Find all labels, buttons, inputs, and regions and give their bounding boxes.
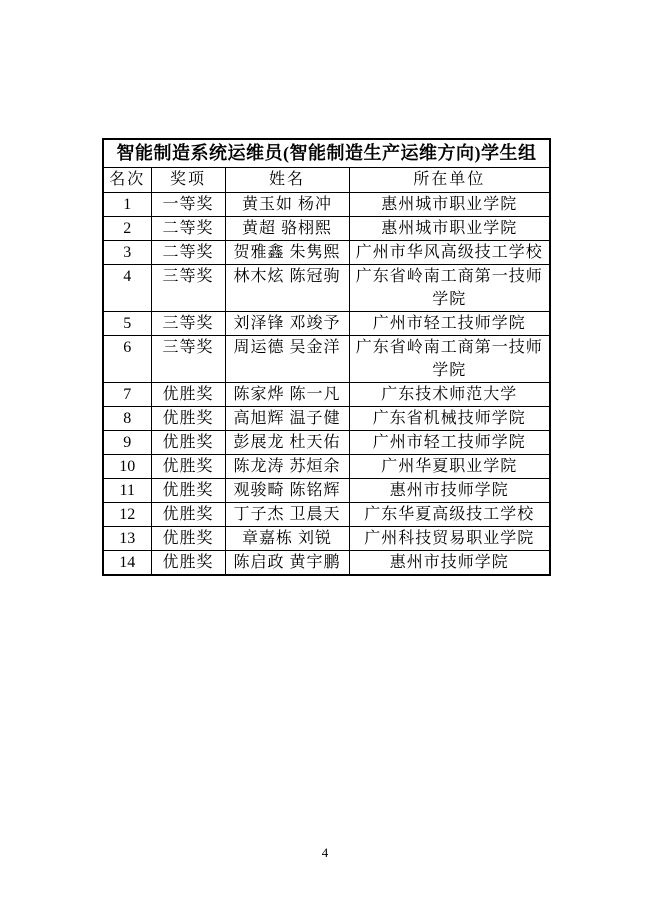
award-cell: 三等奖: [151, 265, 225, 312]
award-cell: 优胜奖: [151, 551, 225, 576]
rank-cell: 11: [103, 479, 151, 503]
table-row: [103, 193, 550, 217]
table-row: [103, 551, 550, 576]
table-row: [103, 455, 550, 479]
award-cell: 一等奖: [151, 193, 225, 217]
names-cell: 丁子杰 卫晨天: [225, 503, 349, 527]
names-cell: 陈龙涛 苏烜余: [225, 455, 349, 479]
rank-cell: 9: [103, 431, 151, 455]
org-cell: 广州华夏职业学院: [349, 455, 550, 479]
org-cell: 广东省岭南工商第一技师学院: [349, 336, 550, 383]
award-table: [102, 138, 551, 576]
rank-cell: 8: [103, 407, 151, 431]
table-row: [103, 383, 550, 407]
org-cell: 广州市轻工技师学院: [349, 431, 550, 455]
table-title: 智能制造系统运维员(智能制造生产运维方向)学生组: [103, 139, 550, 168]
award-cell: 二等奖: [151, 217, 225, 241]
rank-cell: 3: [103, 241, 151, 265]
page-number: 4: [321, 845, 329, 860]
table-row: [103, 241, 550, 265]
table-row: [103, 265, 550, 312]
rank-cell: 2: [103, 217, 151, 241]
column-header-award: 奖项: [151, 168, 225, 193]
table-row: [103, 431, 550, 455]
org-cell: 广东华夏高级技工学校: [349, 503, 550, 527]
org-cell: 广州科技贸易职业学院: [349, 527, 550, 551]
names-cell: 高旭辉 温子健: [225, 407, 349, 431]
table-row: [103, 336, 550, 383]
names-cell: 观骏畸 陈铭辉: [225, 479, 349, 503]
award-cell: 优胜奖: [151, 407, 225, 431]
org-cell: 惠州市技师学院: [349, 551, 550, 576]
names-cell: 黄超 骆栩熙: [225, 217, 349, 241]
table-row: [103, 479, 550, 503]
table-row: [103, 527, 550, 551]
rank-cell: 4: [103, 265, 151, 312]
names-cell: 周运德 吴金洋: [225, 336, 349, 383]
column-header-org: 所在单位: [349, 168, 550, 193]
rank-cell: 6: [103, 336, 151, 383]
award-cell: 优胜奖: [151, 503, 225, 527]
org-cell: 广东省机械技师学院: [349, 407, 550, 431]
rank-cell: 7: [103, 383, 151, 407]
award-cell: 二等奖: [151, 241, 225, 265]
award-cell: 优胜奖: [151, 383, 225, 407]
rank-cell: 12: [103, 503, 151, 527]
names-cell: 陈家烨 陈一凡: [225, 383, 349, 407]
award-cell: 优胜奖: [151, 479, 225, 503]
award-cell: 优胜奖: [151, 431, 225, 455]
org-cell: 广东技术师范大学: [349, 383, 550, 407]
column-header-rank: 名次: [103, 168, 151, 193]
org-cell: 惠州市技师学院: [349, 479, 550, 503]
award-cell: 优胜奖: [151, 455, 225, 479]
rank-cell: 10: [103, 455, 151, 479]
rank-cell: 13: [103, 527, 151, 551]
names-cell: 黄玉如 杨冲: [225, 193, 349, 217]
names-cell: 陈启政 黄宇鹏: [225, 551, 349, 576]
award-cell: 三等奖: [151, 312, 225, 336]
award-cell: 优胜奖: [151, 527, 225, 551]
award-cell: 三等奖: [151, 336, 225, 383]
table-row: [103, 217, 550, 241]
table-row: [103, 407, 550, 431]
table-row: [103, 312, 550, 336]
org-cell: 惠州城市职业学院: [349, 217, 550, 241]
rank-cell: 1: [103, 193, 151, 217]
names-cell: 彭展龙 杜天佑: [225, 431, 349, 455]
column-header-names: 姓名: [225, 168, 349, 193]
table-row: [103, 503, 550, 527]
rank-cell: 14: [103, 551, 151, 576]
names-cell: 贺雅鑫 朱隽熙: [225, 241, 349, 265]
names-cell: 刘泽锋 邓竣予: [225, 312, 349, 336]
names-cell: 林木炫 陈冠驹: [225, 265, 349, 312]
table-header-row: [103, 168, 550, 193]
org-cell: 广东省岭南工商第一技师学院: [349, 265, 550, 312]
org-cell: 惠州城市职业学院: [349, 193, 550, 217]
table-body: [103, 193, 550, 576]
org-cell: 广州市华风高级技工学校: [349, 241, 550, 265]
table-title-row: [103, 139, 550, 168]
rank-cell: 5: [103, 312, 151, 336]
org-cell: 广州市轻工技师学院: [349, 312, 550, 336]
names-cell: 章嘉栋 刘锐: [225, 527, 349, 551]
